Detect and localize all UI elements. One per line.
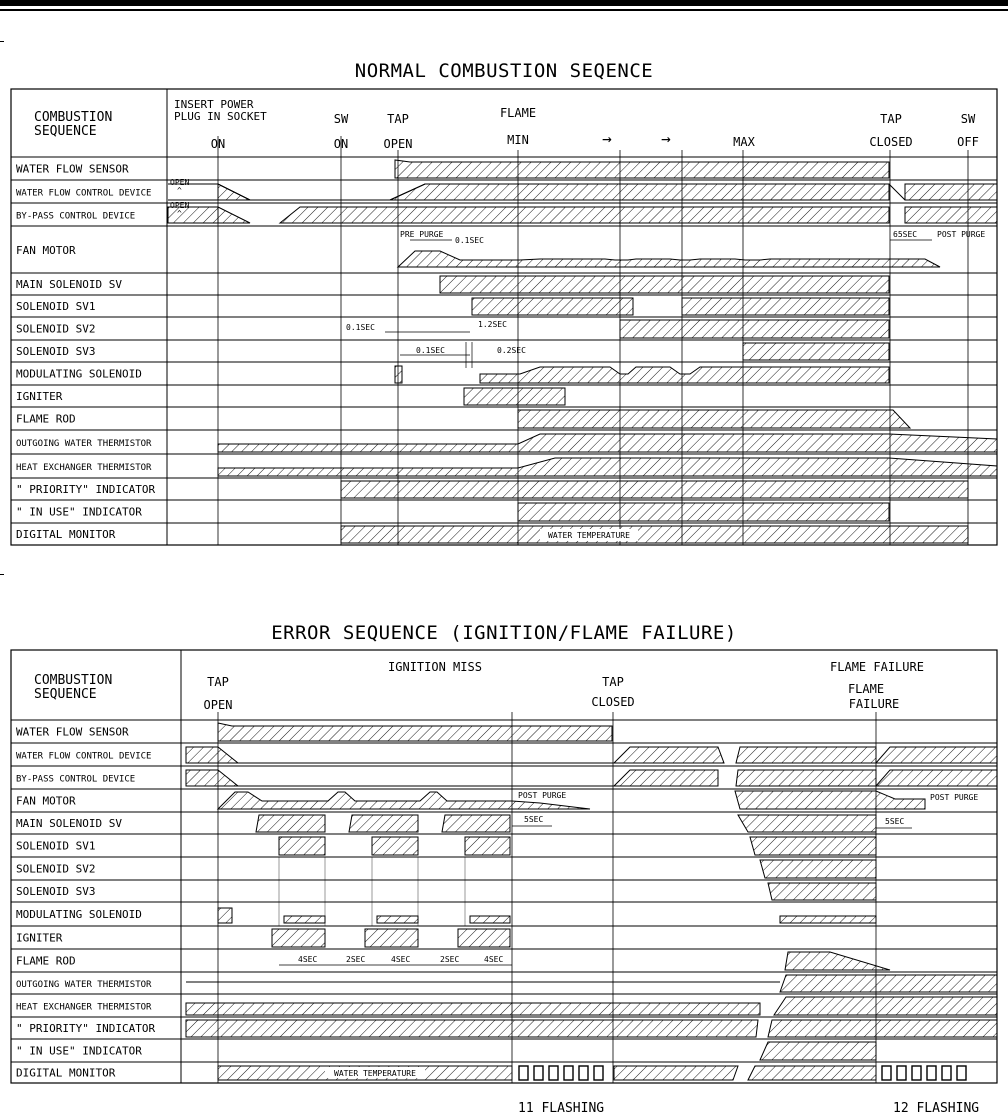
- event-power-label: PLUG IN SOCKET: [174, 110, 267, 123]
- wave-bypass-close: [218, 207, 250, 223]
- err-5sec-label: 5SEC: [524, 815, 544, 824]
- event-power-label: INSERT POWER: [174, 98, 254, 111]
- event-sw-off-label: OFF: [957, 135, 979, 149]
- error-row-label: HEAT EXCHANGER THERMISTOR: [16, 1002, 152, 1013]
- error-flash-cell: [564, 1066, 573, 1080]
- err-main-solenoid-b: [738, 815, 876, 832]
- err-modulating-pulse: [218, 908, 232, 923]
- err-igniter-pulse-2: [458, 929, 510, 947]
- normal-row-label: WATER FLOW CONTROL DEVICE: [16, 188, 152, 199]
- wave-outgoing-thermistor: [218, 434, 997, 452]
- wave-sv1-a: [472, 298, 633, 315]
- wave-main-solenoid: [440, 276, 889, 293]
- error-row-label: WATER FLOW CONTROL DEVICE: [16, 751, 152, 762]
- wave-modulating-pulse: [395, 366, 402, 383]
- err-sv1-pulse-0: [279, 837, 325, 855]
- error-header-label: SEQUENCE: [34, 687, 97, 702]
- event-flame-min-label: MIN: [507, 133, 529, 147]
- flame-failure-label: FLAME: [847, 682, 885, 696]
- event-sw-off-label: SW: [960, 112, 976, 126]
- error-row-label: MODULATING SOLENOID: [16, 908, 142, 921]
- err-post-purge-b-label: POST PURGE: [930, 793, 979, 802]
- error-flash-cell: [942, 1066, 951, 1080]
- flame-failure-label: FAILURE: [848, 697, 900, 711]
- bypass-open-label: OPEN: [170, 201, 190, 210]
- wave-sv3: [743, 343, 889, 360]
- normal-row-label: WATER FLOW SENSOR: [16, 162, 129, 176]
- normal-row-label: SOLENOID SV3: [16, 345, 96, 358]
- error-flash-cell: [579, 1066, 588, 1080]
- event-tap-closed-label: TAP: [880, 112, 902, 126]
- post-purge-label: POST PURGE: [937, 230, 986, 239]
- err-bypass-d: [876, 770, 997, 786]
- wave-bypass-tail: [905, 207, 997, 223]
- error-flash-cell: [882, 1066, 891, 1080]
- error-flash-cell: [549, 1066, 558, 1080]
- err-in-use: [760, 1042, 876, 1060]
- normal-row-label: IGNITER: [16, 390, 63, 403]
- err-modulating-step-0: [284, 916, 325, 923]
- normal-row-label: FAN MOTOR: [16, 244, 76, 257]
- normal-row-label: DIGITAL MONITOR: [16, 528, 116, 541]
- error-row-label: " IN USE" INDICATOR: [16, 1044, 142, 1058]
- err-tap-closed-label: CLOSED: [591, 695, 635, 709]
- wave-igniter: [464, 388, 565, 405]
- error-flash-cell: [534, 1066, 543, 1080]
- wave-sv1-b: [682, 298, 889, 315]
- arrow-icon: →: [602, 129, 612, 148]
- err-wfc-d: [876, 747, 997, 763]
- wfc-open-label: OPEN: [170, 178, 190, 187]
- error-flash-cell: [912, 1066, 921, 1080]
- err-wave-water-flow-sensor: [218, 723, 612, 741]
- error-header-label: COMBUSTION: [34, 673, 113, 688]
- err-sv3-b: [768, 883, 876, 900]
- err-heat-exchanger-a: [186, 1003, 760, 1015]
- err-sv1-pulse-2: [465, 837, 510, 855]
- error-code-11-label: 11 FLASHING: [518, 1101, 605, 1116]
- err-4sec-label: 4SEC: [484, 955, 504, 964]
- error-flash-cell: [957, 1066, 966, 1080]
- normal-row-label: OUTGOING WATER THERMISTOR: [16, 439, 152, 449]
- error-row-label: SOLENOID SV3: [16, 885, 96, 898]
- err-modulating-step-1: [377, 916, 418, 923]
- normal-row-label: SOLENOID SV1: [16, 300, 96, 313]
- err-post-purge-label: POST PURGE: [518, 791, 567, 800]
- wave-water-flow-control-ramp: [218, 184, 250, 200]
- wave-fan-motor: [398, 251, 940, 267]
- wave-modulating: [480, 367, 889, 383]
- wave-digital-monitor: [341, 526, 968, 543]
- err-main-solenoid-pulse-1: [349, 815, 418, 832]
- error-row-label: BY-PASS CONTROL DEVICE: [16, 774, 136, 785]
- error-code-12-label: 12 FLASHING: [893, 1101, 980, 1116]
- wave-water-flow-control-tail: [905, 184, 997, 200]
- normal-sequence-title: NORMAL COMBUSTION SEQENCE: [354, 60, 654, 82]
- err-2sec-label: 2SEC: [346, 955, 366, 964]
- err-igniter-pulse-0: [272, 929, 325, 947]
- error-flash-cell: [897, 1066, 906, 1080]
- err-tap-closed-label: TAP: [602, 675, 624, 689]
- err-tap-open-label: TAP: [207, 675, 229, 689]
- wave-sv2: [620, 320, 889, 338]
- err-modulating-b: [780, 916, 876, 923]
- err-wave-fan-motor-b: [735, 791, 925, 809]
- pre-purge-label: PRE PURGE: [400, 230, 444, 239]
- err-igniter-pulse-1: [365, 929, 418, 947]
- ignition-miss-label: IGNITION MISS: [388, 660, 482, 674]
- normal-row-label: MODULATING SOLENOID: [16, 367, 142, 381]
- event-power-on-label: ON: [210, 137, 226, 151]
- sixty-five-sec-label: 65SEC: [893, 230, 918, 239]
- err-bypass-b: [614, 770, 718, 786]
- error-row-label: SOLENOID SV2: [16, 862, 96, 876]
- normal-row-label: FLAME ROD: [16, 412, 76, 426]
- wave-water-flow-control-hatch: [390, 184, 889, 200]
- err-bypass-a: [186, 770, 238, 786]
- err-sv1-pulse-1: [372, 837, 418, 855]
- event-flame-min-label: FLAME: [499, 106, 537, 120]
- err-digital-monitor-c: [748, 1066, 876, 1080]
- err-priority-b: [768, 1020, 997, 1037]
- err-digital-monitor-b: [614, 1066, 738, 1080]
- event-tap-closed-label: CLOSED: [869, 135, 913, 149]
- water-temperature-label: WATER TEMPERATURE: [548, 531, 630, 540]
- error-flash-cell: [519, 1066, 528, 1080]
- wave-heat-exchanger-thermistor: [218, 458, 997, 476]
- flame-failure-heading: FLAME FAILURE: [830, 660, 924, 674]
- sv3-02sec-label: 0.2SEC: [497, 346, 526, 355]
- normal-row-label: HEAT EXCHANGER THERMISTOR: [16, 463, 152, 473]
- err-tap-open-label: OPEN: [203, 698, 233, 712]
- wave-water-flow-sensor: [395, 160, 889, 178]
- err-flame-rod: [785, 952, 890, 970]
- sv2-01sec-label: 0.1SEC: [346, 323, 375, 332]
- arrow-icon: →: [661, 129, 671, 148]
- err-water-temperature-label: WATER TEMPERATURE: [334, 1069, 416, 1078]
- normal-row-label: " PRIORITY" INDICATOR: [16, 483, 156, 496]
- error-row-label: " PRIORITY" INDICATOR: [16, 1022, 156, 1035]
- error-row-label: FAN MOTOR: [16, 794, 76, 808]
- err-wfc-a: [186, 747, 238, 763]
- wave-bypass-hatch: [280, 207, 889, 223]
- error-row-label: MAIN SOLENOID SV: [16, 817, 122, 830]
- err-wfc-c: [736, 747, 876, 763]
- err-modulating-step-2: [470, 916, 510, 923]
- err-sv1-b: [750, 837, 876, 855]
- event-sw-on-label: ON: [333, 137, 349, 151]
- bypass-caret-label: ^: [177, 209, 182, 218]
- normal-header-label: SEQUENCE: [34, 124, 97, 139]
- sv2-12sec-label: 1.2SEC: [478, 320, 507, 329]
- error-flash-cell: [927, 1066, 936, 1080]
- event-tap-open-label: TAP: [387, 112, 409, 126]
- err-5sec-b-label: 5SEC: [885, 817, 905, 826]
- err-4sec-label: 4SEC: [391, 955, 411, 964]
- sv3-01sec-label: 0.1SEC: [416, 346, 445, 355]
- err-4sec-label: 4SEC: [298, 955, 318, 964]
- err-main-solenoid-pulse-2: [442, 815, 510, 832]
- error-row-label: FLAME ROD: [16, 954, 76, 968]
- wave-priority-indicator: [341, 481, 968, 498]
- err-bypass-c: [736, 770, 876, 786]
- event-tap-open-label: OPEN: [383, 137, 413, 151]
- normal-row-label: BY-PASS CONTROL DEVICE: [16, 211, 136, 222]
- err-sv2-b: [760, 860, 876, 878]
- err-2sec-label: 2SEC: [440, 955, 460, 964]
- error-row-label: DIGITAL MONITOR: [16, 1066, 116, 1080]
- wave-flame-rod: [518, 410, 910, 428]
- wfc-caret-label: ^: [177, 186, 182, 195]
- normal-row-label: MAIN SOLENOID SV: [16, 278, 122, 291]
- fan-01sec-label: 0.1SEC: [455, 236, 484, 245]
- wave-in-use-indicator: [518, 503, 889, 521]
- normal-row-label: SOLENOID SV2: [16, 322, 96, 336]
- error-row-label: SOLENOID SV1: [16, 839, 96, 853]
- err-heat-exchanger-b: [774, 997, 997, 1015]
- event-sw-on-label: SW: [333, 112, 349, 126]
- err-main-solenoid-pulse-0: [256, 815, 325, 832]
- event-max-label: MAX: [733, 135, 755, 149]
- err-priority-a: [186, 1020, 758, 1037]
- error-row-label: IGNITER: [16, 931, 63, 945]
- error-row-label: WATER FLOW SENSOR: [16, 725, 129, 739]
- error-row-label: OUTGOING WATER THERMISTOR: [16, 980, 152, 990]
- normal-row-label: " IN USE" INDICATOR: [16, 505, 142, 519]
- normal-header-label: COMBUSTION: [34, 110, 113, 125]
- err-wave-outgoing-thermistor: [780, 975, 997, 992]
- error-flash-cell: [594, 1066, 603, 1080]
- err-wfc-b: [614, 747, 724, 763]
- error-sequence-title: ERROR SEQUENCE (IGNITION/FLAME FAILURE): [271, 622, 737, 644]
